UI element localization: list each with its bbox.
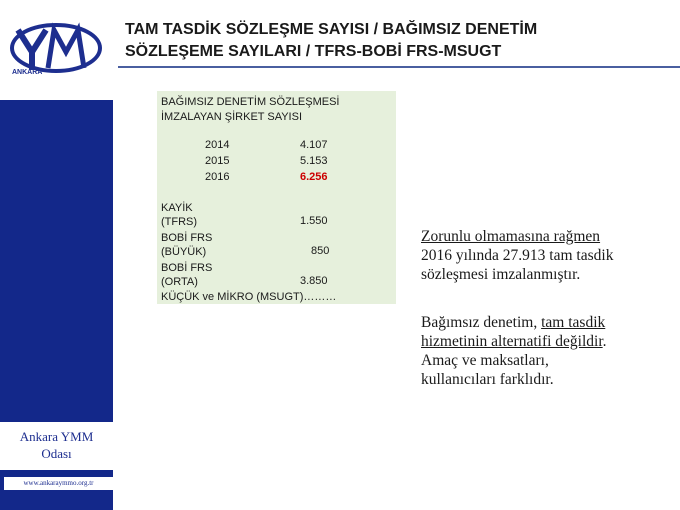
- org-name-box: [0, 422, 113, 470]
- note2-part-d: .: [602, 333, 607, 350]
- year-2014: 2014: [205, 139, 230, 151]
- title-line1: TAM TASDİK SÖZLEŞME SAYISI / BAĞIMSIZ DENETİM: [125, 21, 538, 38]
- year-2015: 2015: [205, 155, 230, 167]
- title-divider: [118, 66, 680, 68]
- value-2016: 6.256: [300, 171, 328, 183]
- note1-line2: 2016 yılında 27.913 tam tasdik: [421, 247, 614, 264]
- cat-orta-value: 3.850: [300, 275, 328, 287]
- note-unmandated-tasdik: [421, 227, 661, 284]
- org-name-line1: Ankara YMM: [19, 429, 94, 444]
- note2-line4: kullanıcıları farklıdır.: [421, 371, 554, 388]
- org-name-line2: Odası: [41, 446, 72, 461]
- note2-line1: [421, 313, 661, 332]
- cat-buyuk-value: 850: [311, 245, 330, 257]
- note2-part-a: Bağımsız denetim,: [421, 314, 542, 331]
- value-2014: 4.107: [300, 139, 328, 151]
- value-2015: 5.153: [300, 155, 328, 167]
- cat-bobi-buyuk: BOBİ FRS: [161, 232, 213, 244]
- org-url[interactable]: www.ankaraymmo.org.tr: [4, 477, 113, 490]
- table-header: [161, 95, 339, 125]
- note2-part-c: hizmetinin alternatifi değildir: [421, 333, 603, 350]
- cat-bobi-orta: BOBİ FRS: [161, 262, 213, 274]
- cat-tfrs-value: 1.550: [300, 215, 328, 227]
- year-2016: 2016: [205, 171, 230, 183]
- cat-kayik: KAYİK: [161, 202, 193, 214]
- title-line2: SÖZLEŞEME SAYILARI / TFRS-BOBİ FRS-MSUGT: [125, 43, 502, 60]
- logo: [0, 0, 113, 100]
- cat-buyuk: (BÜYÜK): [161, 246, 207, 258]
- slide-title: [125, 19, 665, 63]
- cat-tfrs: (TFRS): [161, 216, 198, 228]
- table-header-line1: BAĞIMSIZ DENETİM SÖZLEŞMESİ: [161, 96, 340, 108]
- note1-line1: Zorunlu olmamasına rağmen: [421, 228, 601, 245]
- note2-line3: Amaç ve maksatları,: [421, 352, 549, 369]
- note1-line3: sözleşmesi imzalanmıştır.: [421, 266, 581, 283]
- table-header-line2: İMZALAYAN ŞİRKET SAYISI: [161, 111, 303, 123]
- cat-kucuk: KÜÇÜK ve MİKRO (MSUGT)………: [161, 291, 337, 303]
- note-audit-not-alternative: [421, 313, 661, 389]
- logo-text: ANKARA: [12, 69, 43, 76]
- cat-orta: (ORTA): [161, 276, 198, 288]
- note2-line2: [421, 332, 661, 351]
- note2-part-b: tam tasdik: [541, 314, 606, 331]
